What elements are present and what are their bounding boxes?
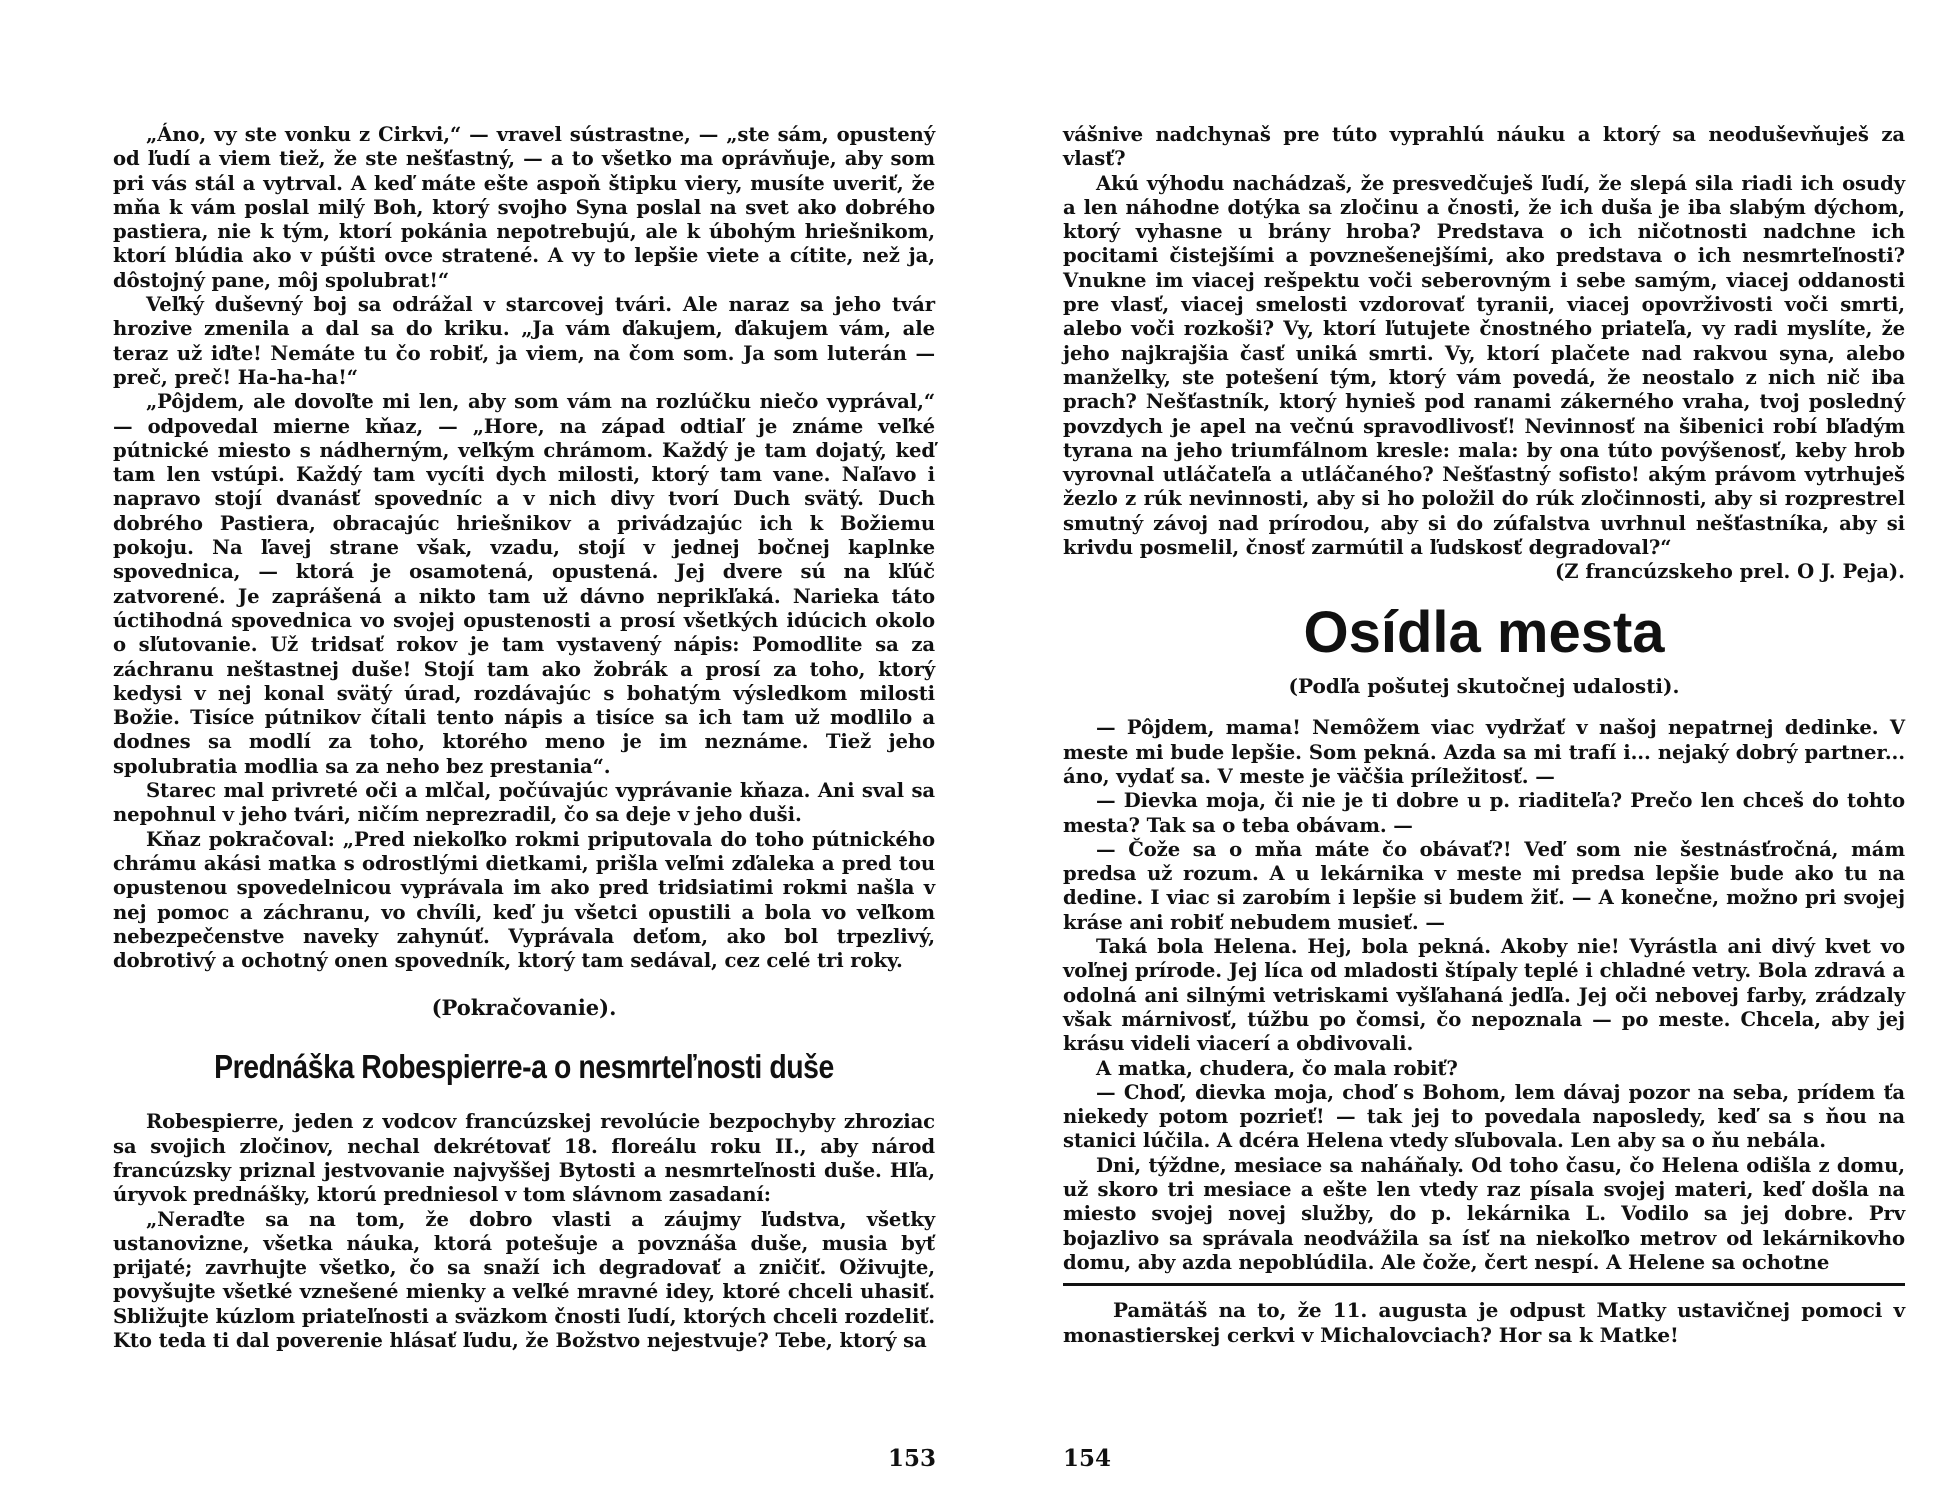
- paragraph: — Pôjdem, mama! Nemôžem viac vydržať v našoj nepatrnej dedinke. V meste mi bude lepšie. Som pekná. Azda sa mi trafí i... nejaký dobrý partner... áno, vydať sa. V meste je väčšia príležitosť. —: [1063, 716, 1905, 788]
- page-number-right: 154: [1063, 1445, 1112, 1472]
- page-number-left: 153: [888, 1445, 937, 1472]
- notice: Pamätáš na to, že 11. augusta je odpust Matky ustavičnej pomoci v monastierskej cerkvi v Michalovciach? Hor sa k Matke!: [1063, 1298, 1905, 1348]
- paragraph: Kňaz pokračoval: „Pred niekoľko rokmi priputovala do toho pútnického chrámu akási matka s odrostlými dietkami, prišla veľmi zďaleka a pred tou opustenou spovedelnicou vyprávala im ako pred tridsiatimi rokmi našla v nej pomoc a záchranu, vo chvíli, keď ju všetci opustili a bola vo veľkom nebezpečenstve naveky zahynúť. Vyprávala deťom, ako bol trpezlivý, dobrotivý a ochotný onen spovedník, ktorý tam sedával, cez celé tri roky.: [113, 827, 935, 973]
- paragraph: vášnive nadchynaš pre túto vyprahlú náuku a ktorý sa neoduševňuješ za vlasť?: [1063, 123, 1905, 171]
- article-title: Prednáška Robespierre-a o nesmrteľnosti duše: [214, 1048, 834, 1086]
- translation-credit: (Z francúzskeho prel. O J. Peja).: [1554, 560, 1905, 584]
- right-page: [977, 0, 1954, 1500]
- story-title: Osídla mesta: [1303, 600, 1665, 666]
- paragraph: „Pôjdem, ale dovoľte mi len, aby som vám na rozlúčku niečo vyprával,“ — odpovedal mierne kňaz, — „Hore, na západ odtiaľ je známe veľké pútnické miesto s nádherným, veľkým chrámom. Každý je tam dojatý, keď tam len vstúpi. Každý tam vycíti dych milosti, ktorý tam vane. Naľavo i napravo stojí dvanásť spovedníc a v nich divy tvorí Duch svätý. Duch dobrého Pastiera, obracajúc hriešnikov a privádzajúc ich k Božiemu pokoju. Na ľavej strane však, vzadu, stojí v jednej bočnej kaplnke spovednica, — ktorá je osamotená, opustená. Jej dvere sú na kľúč zatvorené. Je zaprášená a nikto tam už dávno neprikľaká. Narieka táto úctihodná spovednica vo svojej opustenosti a prosí všetkých idúcich okolo o sľutovanie. Už tridsať rokov je tam vystavený nápis: Pomodlite sa za záchranu neštastnej duše! Stojí tam ako žobrák a prosí za toho, ktorý kedysi v nej konal svätý úrad, rozdávajúc s bohatým výsledkom milosti Božie. Tisíce pútnikov čítali tento nápis a tisíce sa ich tam už modlilo a dodnes sa modlí za toho, ktorého meno je im neznáme. Tiež jeho spolubratia modlia sa za neho bez prestania“.: [113, 390, 935, 778]
- left-column: [113, 123, 935, 1353]
- paragraph: — Choď, dievka moja, choď s Bohom, lem dávaj pozor na seba, prídem ťa niekedy potom pozrieť! — tak jej to povedala naposledy, keď sa s ňou na stanici lúčila. A dcéra Helena vtedy sľubovala. Len aby sa o ňu nebála.: [1063, 1080, 1905, 1153]
- paragraph: A matka, chudera, čo mala robiť?: [1096, 1056, 1458, 1080]
- paragraph: Starec mal privreté oči a mlčal, počúvajúc vyprávanie kňaza. Ani sval sa nepohnul v jeho tvári, ničím neprezradil, čo sa deje v jeho duši.: [113, 779, 935, 827]
- continued-note: (Pokračovanie).: [431, 995, 617, 1021]
- divider: [1063, 1283, 1905, 1286]
- paragraph: Akú výhodu nachádzaš, že presvedčuješ ľudí, že slepá sila riadi ich osudy a len náhodne dotýka sa zločinu a čnosti, že ich duša je iba slabým dýchom, ktorý vyhasne u brány hroba? Predstava o ich ničotnosti nadchne ich pocitami čistejšími a povznešenejšími, ako predstava o ich nesmrteľnosti? Vnukne im viacej rešpektu voči seberovným i sebe samým, viacej oddanosti pre vlasť, viacej smelosti vzdorovať tyranii, viacej opovrživosti voči smrti, alebo voči rozkoši? Vy, ktorí ľutujete čnostného priateľa, vy radi myslíte, že jeho najkrajšia časť uniká smrti. Vy, ktorí plačete nad rakvou syna, alebo manželky, ste potešení tým, ktorý vám povedá, že neostalo z nich nič iba prach? Nešťastník, ktorý hynieš pod ranami zákerného vraha, tvoj posledný povzdych je apel na večnú spravodlivosť! Nevinnosť na šibenici robí bľadým tyrana na jeho triumfálnom kresle: mala: by ona túto povýšenosť, keby hrob vyrovnal utláčateľa a utláčaného? Nešťastný sofisto! akým právom vytrhuješ žezlo z rúk nevinnosti, aby si ho položil do rúk zločinnosti, aby si rozprestrel smutný závoj nad prírodou, aby si do zúfalstva uvrhnul nešťastníka, aby si krivdu posmelil, čnosť zarmútil a ľudskosť degradoval?“: [1063, 171, 1905, 560]
- right-column: [1063, 123, 1905, 1348]
- paragraph: „Neraďte sa na tom, že dobro vlasti a záujmy ľudstva, všetky ustanovizne, všetka náuka, ktorá potešuje a povznáša duše, musia byť prijaté; zavrhujte všetko, čo sa snaží ich degradovať a zničiť. Oživujte, povyšujte všetké vznešené mienky a veľké mravné idey, ktoré chceli uhasiť. Sbližujte kúzlom priateľnosti a sväzkom čnosti ľudí, ktorých chceli rozdeliť. Kto teda ti dal poverenie hlásať ľudu, že Božstvo nejestvuje? Tebe, ktorý sa: [113, 1207, 935, 1353]
- paragraph: Dni, týždne, mesiace sa naháňaly. Od toho času, čo Helena odišla z domu, už skoro tri mesiace a ešte len vtedy raz písala svojej materi, keď došla na miesto svojej novej služby, do p. lekárnika L. Vodilo sa jej dobre. Prv bojazlivo sa správala neodvážila sa ísť na niekoľko metrov od lekárnikovho domu, aby azda nepoblúdila. Ale čože, čert nespí. A Helene sa ochotne: [1063, 1153, 1905, 1274]
- story-subtitle: (Podľa pošutej skutočnej udalosti).: [1288, 674, 1680, 699]
- paragraph: Veľký duševný boj sa odrážal v starcovej tvári. Ale naraz sa jeho tvár hrozive zmenila a dal sa do kriku. „Ja vám ďakujem, ďakujem vám, ale teraz už iďte! Nemáte tu čo robiť, ja viem, na čom som. Ja som luterán — preč, preč! Ha-ha-ha!“: [113, 293, 935, 389]
- paragraph: Taká bola Helena. Hej, bola pekná. Akoby nie! Vyrástla ani divý kvet vo voľnej prírode. Jej líca od mladosti štípaly teplé i chladné vetry. Bola zdravá a odolná ani silnými vetriskami vyšľahaná jedľa. Jej oči nebovej farby, zrádzaly však márnivosť, túžbu po čomsi, čo nepoznala — po meste. Chcela, aby jej krásu videli viacerí a obdivovali.: [1063, 935, 1905, 1056]
- paragraph: Robespierre, jeden z vodcov francúzskej revolúcie bezpochyby zhroziac sa svojich zločinov, nechal dekrétovať 18. floreálu roku II., aby národ francúzsky priznal jestvovanie najvyššej Bytosti a nesmrteľnosti duše. Hľa, úryvok prednášky, ktorú predniesol v tom slávnom zasadaní:: [113, 1110, 935, 1207]
- paragraph: — Čože sa o mňa máte čo obávať?! Veď som nie šestnásťročná, mám predsa už rozum. A u lekárnika v meste mi predsa lepšie bude ako tu na dedine. I viac si zarobím i lepšie si budem žiť. — A konečne, možno pri svojej kráse ani robiť nebudem musieť. —: [1063, 837, 1905, 934]
- paragraph: — Dievka moja, či nie je ti dobre u p. riaditeľa? Prečo len chceš do tohto mesta? Tak sa o teba obávam. —: [1063, 789, 1905, 837]
- paragraph: „Áno, vy ste vonku z Cirkvi,“ — vravel sústrastne, — „ste sám, opustený od ľudí a viem tiež, že ste nešťastný, — a to všetko ma oprávňuje, aby som pri vás stál a vytrval. A keď máte ešte aspoň štipku viery, musíte uveriť, že mňa k vám poslal milý Boh, ktorý svojho Syna poslal na svet ako dobrého pastiera, nie k tým, ktorí pokánia nepotrebujú, ale k úbohým hriešnikom, ktorí blúdia ako v púšti ovce stratené. A vy to lepšie viete a cítite, než ja, dôstojný pane, môj spolubrat!“: [113, 123, 935, 292]
